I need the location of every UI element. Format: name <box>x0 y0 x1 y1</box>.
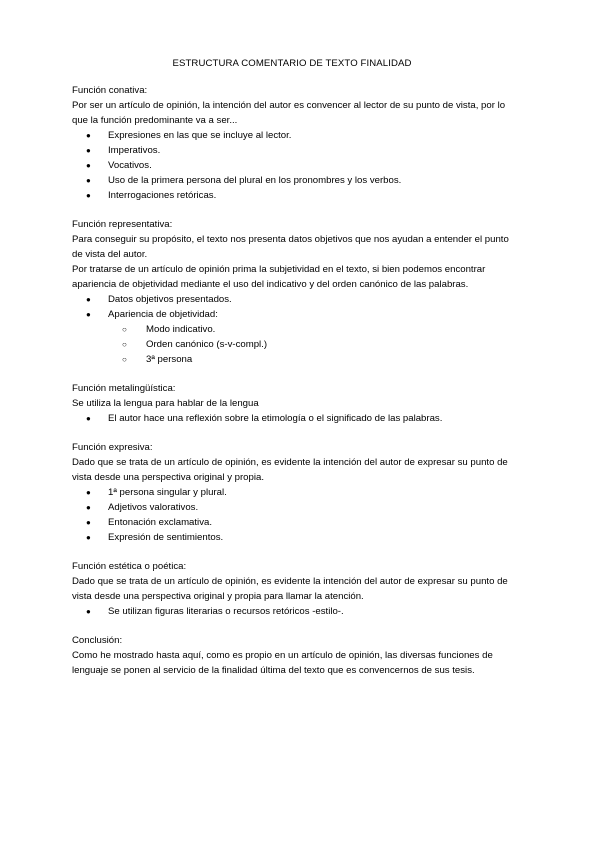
list-item-text: Imperativos. <box>108 145 161 156</box>
section-heading: Función representativa: <box>72 219 173 230</box>
list-item <box>86 307 512 367</box>
section-paragraph: Para conseguir su propósito, el texto nos presenta datos objetivos que nos ayudan a entender el punto de vista del autor. <box>72 234 509 260</box>
circle-bullet-icon: ○ <box>122 340 127 349</box>
bullet-icon: ● <box>86 295 91 304</box>
bullet-list <box>72 411 512 426</box>
section-heading: Función expresiva: <box>72 442 153 453</box>
list-item-text: Apariencia de objetividad: <box>108 309 218 320</box>
section-heading: Conclusión: <box>72 635 123 646</box>
sub-list-item-text: Modo indicativo. <box>146 324 216 335</box>
section-heading: Función estética o poética: <box>72 561 187 572</box>
bullet-icon: ● <box>86 176 91 185</box>
list-item <box>86 173 512 188</box>
list-item-text: Expresiones en las que se incluye al lector. <box>108 130 292 141</box>
list-item <box>86 604 512 619</box>
list-item <box>86 530 512 545</box>
list-item-text: Interrogaciones retóricas. <box>108 190 217 201</box>
bullet-icon: ● <box>86 518 91 527</box>
section-conclusion <box>72 633 512 678</box>
section-funcion-estetica <box>72 559 512 619</box>
list-item-text: Expresión de sentimientos. <box>108 532 224 543</box>
sub-list-item <box>122 337 512 352</box>
bullet-list <box>72 485 512 545</box>
bullet-icon: ● <box>86 131 91 140</box>
sub-list-item-text: 3ª persona <box>146 354 193 365</box>
section-paragraph: Dado que se trata de un artículo de opinión, es evidente la intención del autor de expresar su punto de vista desde una perspectiva original y propia para llamar la atención. <box>72 576 508 602</box>
list-item-text: Datos objetivos presentados. <box>108 294 232 305</box>
section-paragraph: Por ser un artículo de opinión, la intención del autor es convencer al lector de su punto de vista, por lo que la función predominante va a ser... <box>72 100 506 126</box>
section-heading: Función metalingüística: <box>72 383 176 394</box>
bullet-list <box>72 292 512 367</box>
sub-bullet-list <box>108 322 512 367</box>
list-item-text: Uso de la primera persona del plural en los pronombres y los verbos. <box>108 175 402 186</box>
section-funcion-representativa <box>72 217 512 367</box>
section-funcion-metalinguistica <box>72 381 512 426</box>
circle-bullet-icon: ○ <box>122 325 127 334</box>
list-item-text: 1ª persona singular y plural. <box>108 487 227 498</box>
list-item-text: Adjetivos valorativos. <box>108 502 199 513</box>
bullet-icon: ● <box>86 310 91 319</box>
list-item-text: Se utilizan figuras literarias o recursos retóricos -estilo-. <box>108 606 344 617</box>
bullet-icon: ● <box>86 533 91 542</box>
bullet-icon: ● <box>86 503 91 512</box>
list-item <box>86 500 512 515</box>
list-item <box>86 515 512 530</box>
bullet-icon: ● <box>86 161 91 170</box>
sub-list-item <box>122 352 512 367</box>
bullet-list <box>72 128 512 203</box>
list-item <box>86 188 512 203</box>
section-paragraph: Dado que se trata de un artículo de opinión, es evidente la intención del autor de expresar su punto de vista desde una perspectiva original y propia. <box>72 457 508 483</box>
section-heading: Función conativa: <box>72 85 148 96</box>
list-item-text: El autor hace una reflexión sobre la etimología o el significado de las palabras. <box>108 413 443 424</box>
section-funcion-expresiva <box>72 440 512 545</box>
bullet-icon: ● <box>86 607 91 616</box>
list-item-text: Vocativos. <box>108 160 152 171</box>
bullet-icon: ● <box>86 146 91 155</box>
list-item <box>86 411 512 426</box>
document-title: ESTRUCTURA COMENTARIO DE TEXTO FINALIDAD <box>172 58 412 69</box>
list-item-text: Entonación exclamativa. <box>108 517 212 528</box>
list-item <box>86 158 512 173</box>
section-paragraph: Se utiliza la lengua para hablar de la lengua <box>72 398 259 409</box>
bullet-list <box>72 604 512 619</box>
section-funcion-conativa <box>72 83 512 203</box>
sub-list-item-text: Orden canónico (s-v-compl.) <box>146 339 268 350</box>
list-item <box>86 128 512 143</box>
sub-list-item <box>122 322 512 337</box>
section-paragraph: Por tratarse de un artículo de opinión prima la subjetividad en el texto, si bien podemos encontrar apariencia de objetividad mediante el uso del indicativo y del orden canónico de las palabras. <box>72 264 486 290</box>
list-item <box>86 485 512 500</box>
section-paragraph: Como he mostrado hasta aquí, como es propio en un artículo de opinión, las diversas funciones de lenguaje se ponen al servicio de la finalidad última del texto que es convencernos de sus tesis. <box>72 650 493 676</box>
list-item <box>86 143 512 158</box>
list-item <box>86 292 512 307</box>
bullet-icon: ● <box>86 488 91 497</box>
bullet-icon: ● <box>86 414 91 423</box>
bullet-icon: ● <box>86 191 91 200</box>
circle-bullet-icon: ○ <box>122 355 127 364</box>
